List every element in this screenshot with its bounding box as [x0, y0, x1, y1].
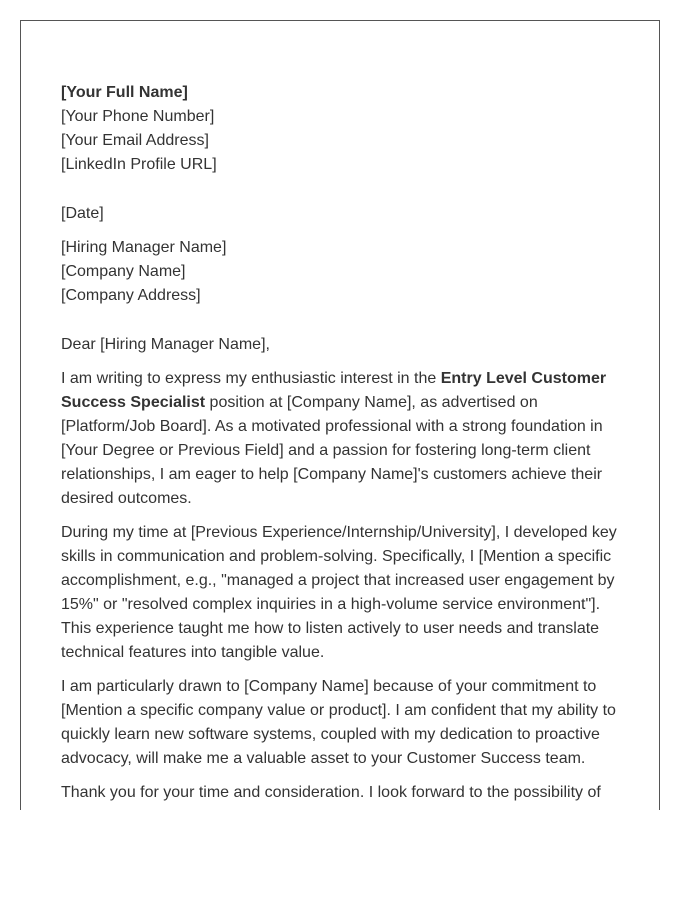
- letter-content: [61, 81, 631, 805]
- paragraph-intro-rest: position at [Company Name], as advertised on [Platform/Job Board]. As a motivated professional with a strong foundation in [Your Degree or Previous Field] and a passion for fostering long-term client relationships, I am eager to help [Company Name]'s customers achieve their desired outcomes.: [61, 394, 603, 507]
- letter-page: [20, 20, 660, 810]
- paragraph-company-fit-text: I am particularly drawn to [Company Name] because of your commitment to [Mention a specific company value or product]. I am confident that my ability to quickly learn new software systems, coupled with my dedication to proactive advocacy, will make me a valuable asset to your Customer Success team.: [61, 678, 616, 767]
- paragraph-intro: [61, 367, 631, 511]
- sender-phone: [Your Phone Number]: [61, 108, 215, 125]
- date-block: [61, 202, 631, 226]
- sender-linkedin: [LinkedIn Profile URL]: [61, 156, 217, 173]
- paragraph-company-fit: [61, 675, 631, 771]
- recipient-block: [61, 236, 631, 308]
- letter-date: [Date]: [61, 205, 104, 222]
- salutation-block: [61, 333, 631, 357]
- salutation: Dear [Hiring Manager Name],: [61, 336, 270, 353]
- sender-block: [61, 81, 631, 177]
- paragraph-intro-lead: I am writing to express my enthusiastic interest in the: [61, 370, 441, 387]
- sender-name: [Your Full Name]: [61, 84, 188, 101]
- sender-email: [Your Email Address]: [61, 132, 209, 149]
- paragraph-closing-text: Thank you for your time and consideration. I look forward to the possibility of: [61, 784, 601, 801]
- paragraph-closing: [61, 781, 631, 805]
- paragraph-intro-text: [61, 367, 631, 511]
- job-title: Entry Level Customer Success Specialist: [61, 370, 607, 411]
- recipient-address: [Company Address]: [61, 287, 201, 304]
- recipient-manager: [Hiring Manager Name]: [61, 239, 227, 256]
- paragraph-experience-text: During my time at [Previous Experience/Internship/University], I developed key skills in communication and problem-solving. Specifically, I [Mention a specific accomplishment, e.g., "managed a project that increased user engagement by 15%" or "resolved complex inquiries in a high-volume service environment"]. This experience taught me how to listen actively to user needs and translate technical features into tangible value.: [61, 524, 617, 661]
- paragraph-experience: [61, 521, 631, 665]
- recipient-company: [Company Name]: [61, 263, 186, 280]
